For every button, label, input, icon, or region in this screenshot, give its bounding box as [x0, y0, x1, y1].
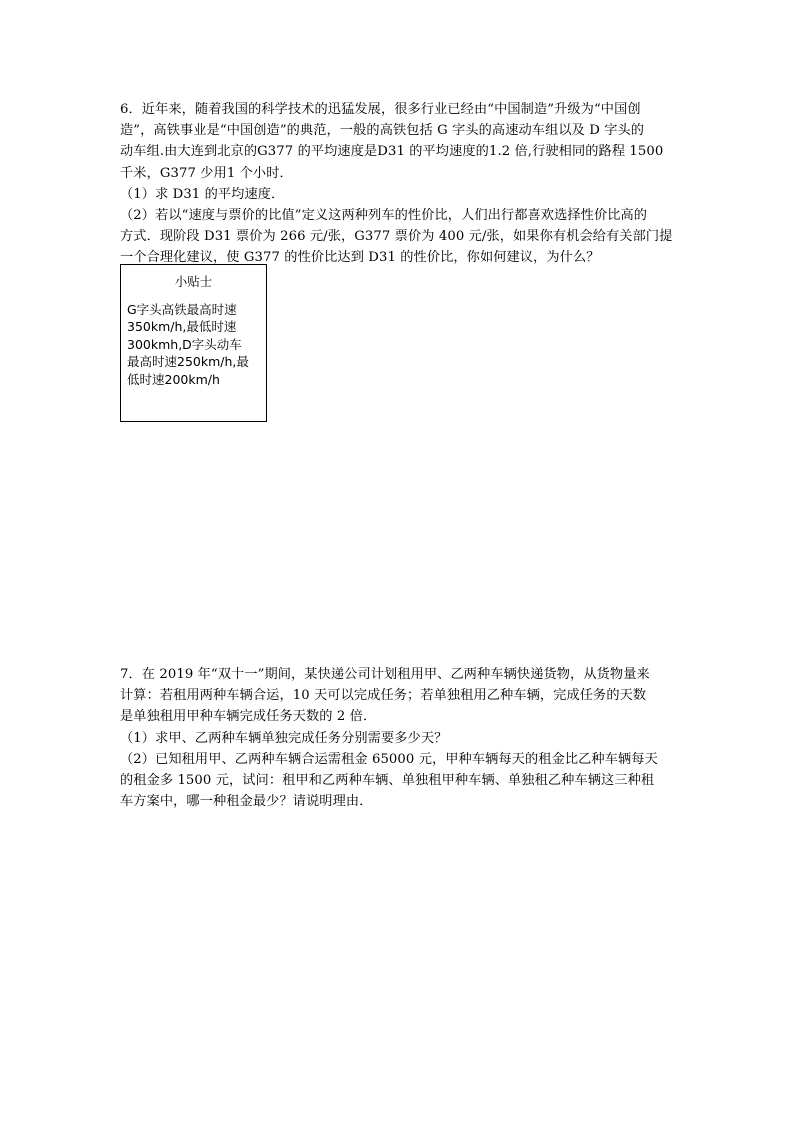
question-7-part-2-line: 的租金多 1500 元，试问：租甲和乙两种车辆、单独租甲种车辆、单独租乙种车辆这三种租 [120, 773, 655, 789]
question-6-stem-line: 千米，G377 少用1 个小时． [120, 165, 293, 181]
question-6-part-2-line: 一个合理化建议，使 G377 的性价比达到 D31 的性价比，你如何建议，为什么？ [120, 250, 600, 266]
question-7-stem-line: 7．在 2019 年“双十一”期间，某快递公司计划租用甲、乙两种车辆快递货物，从货物量来 [120, 667, 650, 682]
question-7-stem-line: 计算：若租用两种车辆合运，10 天可以完成任务；若单独租用乙种车辆，完成任务的天数 [120, 688, 647, 704]
question-6-stem-line: 造”，高铁事业是“中国创造”的典范，一般的高铁包括 G 字头的高速动车组以及 D 字头的 [120, 123, 645, 139]
tip-box [120, 264, 267, 422]
tip-line: 最高时速250km/h,最 [127, 354, 249, 369]
question-6-part-2-line: 方式．现阶段 D31 票价为 266 元/张，G377 票价为 400 元/张，如果你有机会给有关部门提 [120, 229, 673, 245]
question-7-stem-line: 是单独租用甲种车辆完成任务天数的 2 倍． [120, 709, 377, 725]
question-7-part-2-line: 车方案中，哪一种租金最少？请说明理由． [120, 794, 373, 810]
question-7 [120, 664, 678, 812]
question-7-part-2-line: （2）已知租用甲、乙两种车辆合运需租金 65000 元，甲种车辆每天的租金比乙种车辆每天 [120, 751, 658, 767]
question-6-part-1: （1）求 D31 的平均速度． [120, 186, 285, 202]
tip-line: 350km/h,最低时速 [127, 319, 237, 334]
tip-line: G字头高铁最高时速 [127, 301, 237, 317]
question-6-stem-line: 动车组.由大连到北京的G377 的平均速度是D31 的平均速度的1.2 倍,行驶相同的路程 1500 [120, 144, 664, 160]
question-6-part-2-line: （2）若以“速度与票价的比值”定义这两种列车的性价比，人们出行都喜欢选择性价比高的 [120, 208, 648, 224]
question-6-stem-line: 6．近年来，随着我国的科学技术的迅猛发展，很多行业已经由“中国制造”升级为“中国创 [120, 102, 641, 117]
tip-body [127, 301, 260, 389]
tip-line: 低时速200km/h [127, 371, 220, 387]
question-6 [120, 99, 678, 269]
tip-title: 小贴士 [174, 274, 213, 289]
tip-line: 300kmh,D字头动车 [127, 336, 242, 352]
question-7-part-1: （1）求甲、乙两种车辆单独完成任务分别需要多少天？ [120, 730, 448, 746]
